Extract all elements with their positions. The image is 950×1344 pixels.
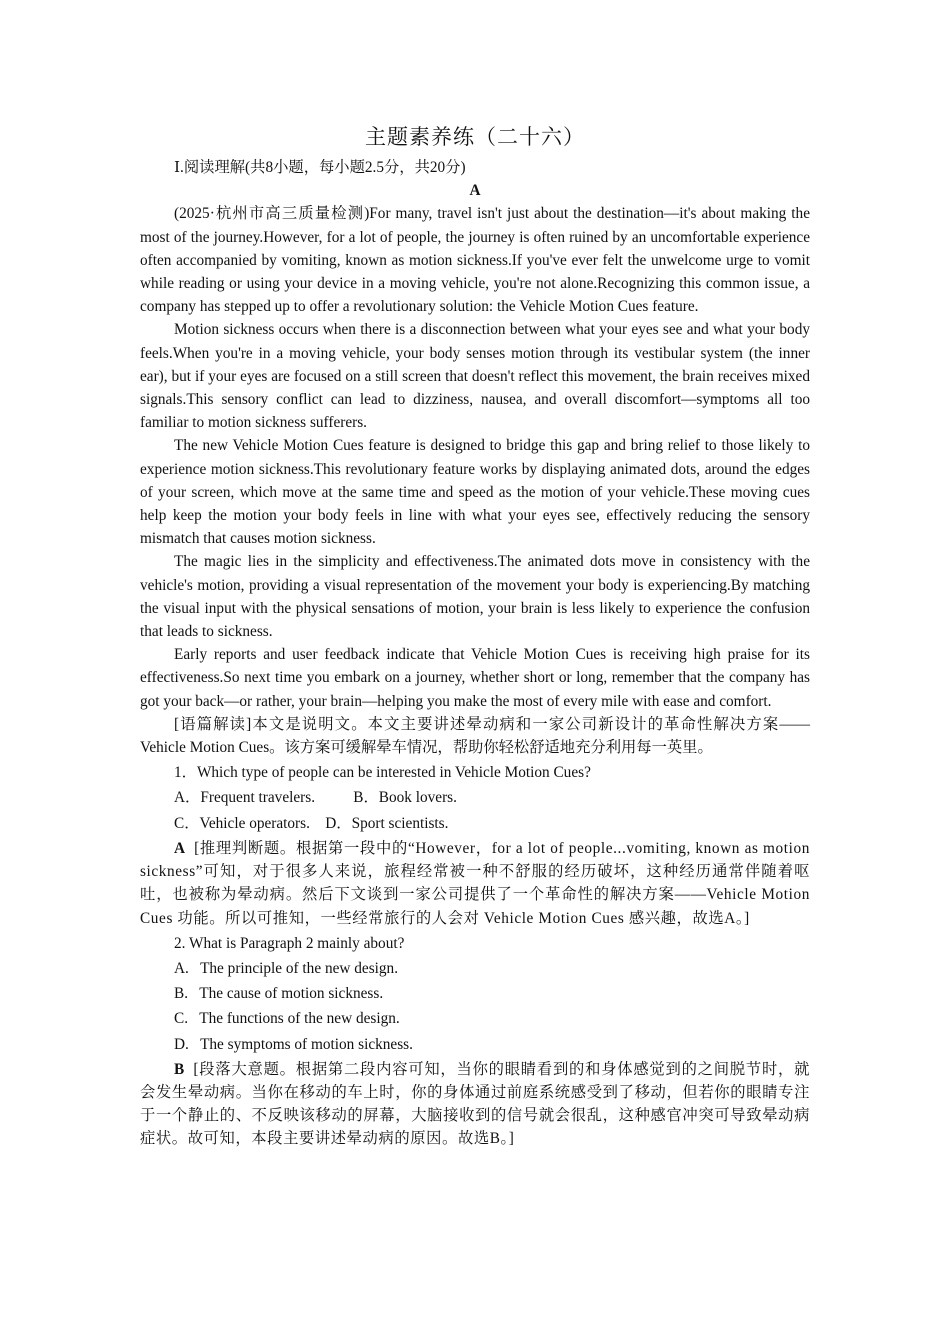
- option-line: D. The symptoms of motion sickness.: [174, 1035, 413, 1053]
- passage-paragraph-3: The new Vehicle Motion Cues feature is designed to bridge this gap and bring relief to those likely to experience motion sickness.This revolutionary feature works by displaying animated dots, around the edges of your screen, which move at the same time and speed as the motion of your vehicle.These moving cues help keep the motion your body feels in line with what your eyes see, effectively reducing the sensory mismatch that causes motion sickness.: [140, 437, 810, 548]
- answer-explanation: [140, 837, 810, 930]
- explanation-text: [段落大意题。根据第二段内容可知，当你的眼睛看到的和身体感觉到的之间脱节时，就会发生晕动病。当你在移动的车上时，你的身体通过前庭系统感受到了移动，但若你的眼睛专注于一个静止的、不反映该移动的屏幕，大脑接收到的信号就会很乱，这种感官冲突可导致晕动病症状。故可知，本段主要讲述晕动病的原因。故选B。]: [140, 1060, 810, 1148]
- question-stem: 1．Which type of people can be interested in Vehicle Motion Cues?: [174, 764, 591, 782]
- passage-letter: A: [469, 182, 481, 200]
- passage-paragraph-4: The magic lies in the simplicity and effectiveness.The animated dots move in consistency with the vehicle's motion, providing a visual representation of the movement your body is experiencing.By matching the visual input with the physical sensations of motion, your brain is less likely to experience the confusion that leads to sickness.: [140, 553, 810, 641]
- passage-paragraph-1: (2025·杭州市高三质量检测)For many, travel isn't just about the destination—it's about making the most of the journey.However, for a lot of people, the journey is often ruined by an uncomfortable experience often accompanied by vomiting, known as motion sickness.If you've ever felt the unwelcome urge to vomit while reading or using your device in a moving vehicle, you're not alone.Recognizing this common issue, a company has stepped up to offer a revolutionary solution: the Vehicle Motion Cues feature.: [140, 205, 810, 316]
- option-line: A．Frequent travelers. B．Book lovers.: [174, 789, 457, 807]
- option-line: C．Vehicle operators. D．Sport scientists.: [174, 814, 449, 832]
- question-2: [140, 932, 810, 1151]
- passage-paragraph-2: Motion sickness occurs when there is a disconnection between what your eyes see and what your body feels.When you're in a moving vehicle, your body senses motion through its vestibular system (the inner ear), but if your eyes are focused on a still screen that doesn't reflect this movement, the brain receives mixed signals.This sensory conflict can lead to dizziness, nausea, and overall discomfort—symptoms all too familiar to motion sickness sufferers.: [140, 321, 810, 432]
- answer-letter: B: [174, 1060, 185, 1078]
- section-heading: Ⅰ.阅读理解(共8小题，每小题2.5分，共20分): [174, 159, 466, 176]
- option-line: A. The principle of the new design.: [174, 959, 399, 977]
- question-1: [140, 761, 810, 929]
- question-stem: 2. What is Paragraph 2 mainly about?: [174, 934, 405, 952]
- option-line: C. The functions of the new design.: [174, 1010, 400, 1028]
- page-title: 主题素养练（二十六）: [365, 125, 585, 149]
- document-page: [140, 122, 810, 1151]
- explanation-text: [推理判断题。根据第一段中的“However，for a lot of people...vomiting, known as motion sickness”可知，对于很多人来说，旅程经常被一种不舒服的经历破坏，这种经历通常伴随着呕吐，也被称为晕动病。然后下文谈到一家公司提供了一个革命性的解决方案——Vehicle Motion Cues 功能。所以可推知，一些经常旅行的人会对 Vehicle Motion Cues 感兴趣，故选A。]: [140, 839, 810, 927]
- passage-paragraph-5: Early reports and user feedback indicate that Vehicle Motion Cues is receiving high praise for its effectiveness.So next time you embark on a journey, whether short or long, remember that the company has got your back—or rather, your brain—helping you make the most of every mile with ease and comfort.: [140, 646, 810, 710]
- answer-explanation: [140, 1058, 810, 1151]
- option-line: B. The cause of motion sickness.: [174, 985, 384, 1003]
- answer-letter: A: [174, 839, 186, 857]
- discourse-analysis: [语篇解读]本文是说明文。本文主要讲述晕动病和一家公司新设计的革命性解决方案——Vehicle Motion Cues。该方案可缓解晕车情况，帮助你轻松舒适地充分利用每一英里。: [140, 715, 810, 757]
